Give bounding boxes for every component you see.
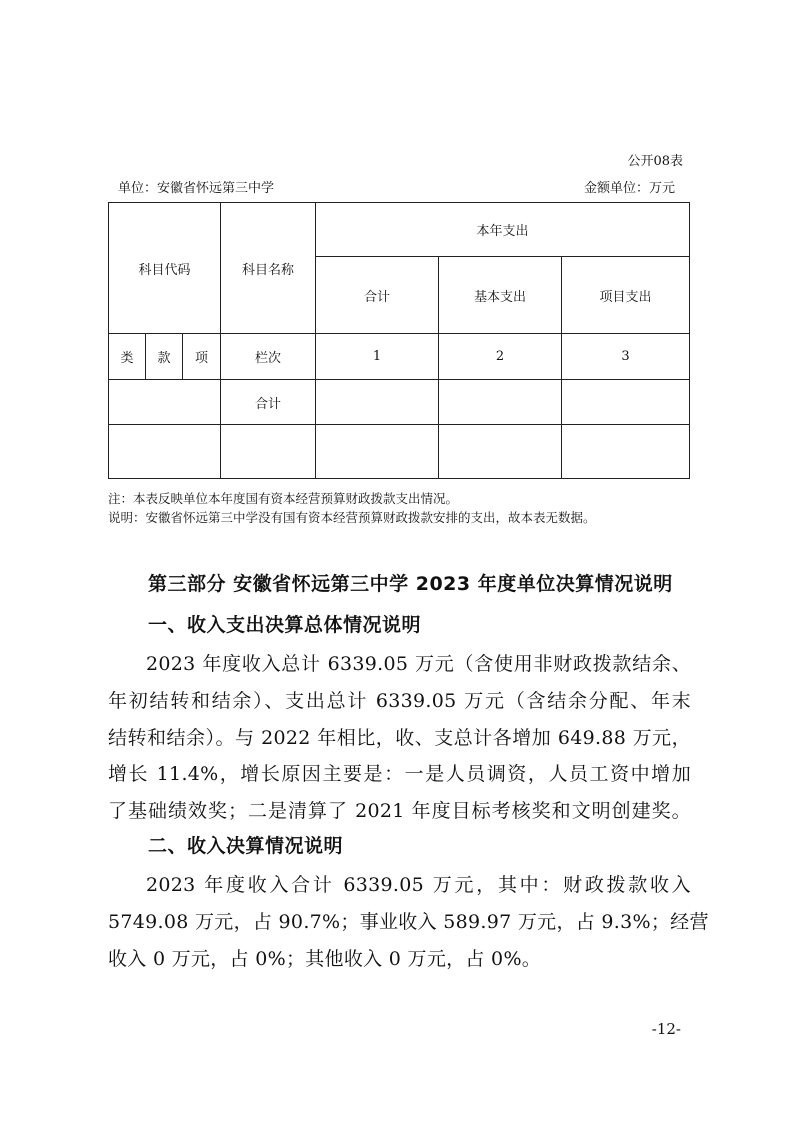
amount-unit-label: 金额单位：万元: [583, 181, 675, 196]
heading-overall: 一、收入支出决算总体情况说明: [148, 614, 422, 636]
table-column-index-row: [109, 334, 690, 380]
paragraph-line: 2023 年度收入合计 6339.05 万元，其中：财政拨款收入: [146, 874, 691, 896]
sub-header-kuan: 款: [146, 334, 183, 380]
column-index-1: 1: [316, 334, 439, 380]
header-project-expenditure: 项目支出: [562, 257, 690, 334]
column-index-2: 2: [439, 334, 562, 380]
total-cell: [316, 380, 439, 425]
table-total-row: [109, 380, 690, 425]
paragraph-line: 5749.08 万元，占 90.7%；事业收入 589.97 万元，占 9.3%；经营: [108, 910, 709, 933]
total-project-cell: [562, 380, 690, 425]
empty-cell: [439, 425, 562, 479]
expenditure-table: [108, 202, 690, 479]
table-note: 注：本表反映单位本年度国有资本经营预算财政拨款支出情况。: [108, 491, 459, 506]
paragraph-line: 2023 年度收入总计 6339.05 万元（含使用非财政拨款结余、: [146, 653, 691, 675]
total-row-label: 合计: [221, 380, 316, 425]
unit-label: 单位：安徽省怀远第三中学: [118, 181, 275, 196]
paragraph-line: 增长 11.4%，增长原因主要是：一是人员调资，人员工资中增加: [108, 763, 691, 786]
paragraph-income: [108, 867, 709, 977]
heading-income: 二、收入决算情况说明: [148, 835, 344, 857]
header-basic-expenditure: 基本支出: [439, 257, 562, 334]
total-basic-cell: [439, 380, 562, 425]
header-subject-name: 科目名称: [221, 203, 316, 334]
page-number: -12-: [651, 1020, 681, 1038]
header-subject-code: 科目代码: [109, 203, 221, 334]
column-index-label: 栏次: [221, 334, 316, 380]
table-code: 公开08表: [627, 154, 683, 169]
header-year-expenditure: 本年支出: [316, 203, 690, 257]
paragraph-line: 了基础绩效奖；二是清算了 2021 年度目标考核奖和文明创建奖。: [108, 800, 691, 823]
column-index-3: 3: [562, 334, 690, 380]
header-total: 合计: [316, 257, 439, 334]
section-title: 第三部分 安徽省怀远第三中学 2023 年度单位决算情况说明: [148, 573, 673, 595]
paragraph-line: 年初结转和结余）、支出总计 6339.05 万元（含结余分配、年末: [108, 689, 691, 712]
empty-cell: [316, 425, 439, 479]
table-header-row: [109, 203, 690, 257]
paragraph-line: 收入 0 万元，占 0%；其他收入 0 万元，占 0%。: [108, 947, 542, 970]
table-explanation: 说明：安徽省怀远第三中学没有国有资本经营预算财政拨款安排的支出，故本表无数据。: [108, 510, 596, 525]
sub-header-xiang: 项: [183, 334, 221, 380]
empty-name-cell: [221, 425, 316, 479]
empty-cell: [562, 425, 690, 479]
empty-code-cell: [109, 425, 221, 479]
sub-header-lei: 类: [109, 334, 146, 380]
paragraph-line: 结转和结余）。与 2022 年相比，收、支总计各增加 649.88 万元，: [108, 726, 691, 749]
table-row: [109, 425, 690, 479]
total-code-cell: [109, 380, 221, 425]
paragraph-overall: [108, 646, 691, 830]
